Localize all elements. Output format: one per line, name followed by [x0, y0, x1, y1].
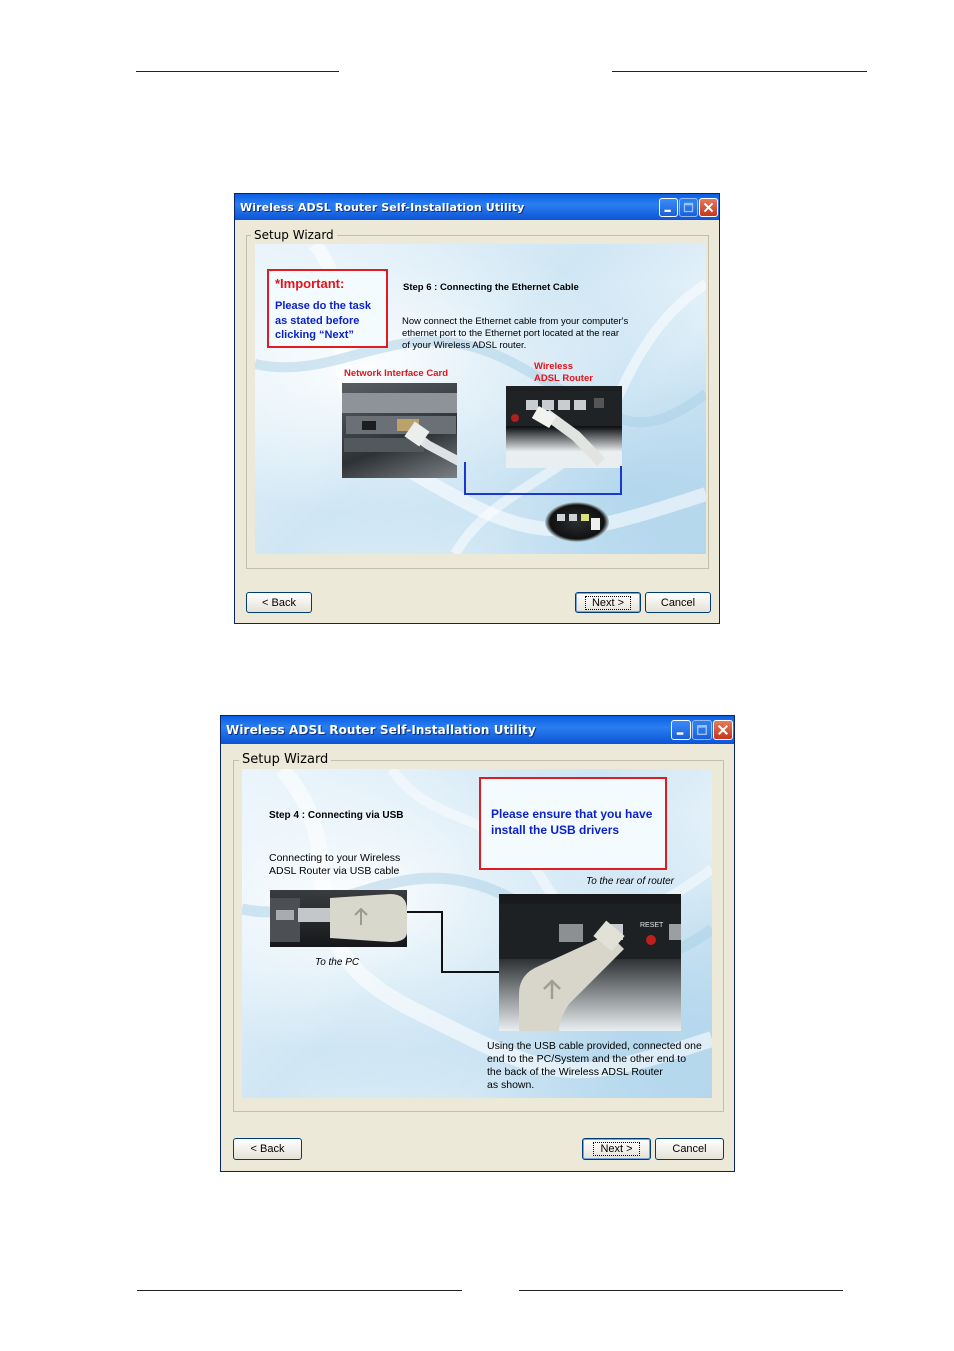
- minimize-button[interactable]: [671, 720, 691, 740]
- router-label-line-1: Wireless: [534, 361, 573, 372]
- back-button-label: < Back: [250, 1143, 285, 1155]
- next-button-label: Next >: [586, 597, 630, 609]
- usb-router-photo: [499, 894, 681, 1031]
- minimize-icon: [672, 721, 690, 739]
- installer-window-ethernet: [234, 193, 720, 624]
- close-icon: [700, 199, 717, 216]
- back-button[interactable]: [246, 592, 312, 613]
- maximize-button[interactable]: [679, 198, 698, 217]
- window-title: Wireless ADSL Router Self-Installation Utility: [226, 723, 536, 737]
- important-line-2: as stated before: [275, 315, 360, 327]
- intro-line-2: ADSL Router via USB cable: [269, 865, 400, 877]
- maximize-button[interactable]: [692, 720, 712, 740]
- intro-line-1: Connecting to your Wireless: [269, 852, 401, 864]
- next-button[interactable]: [575, 592, 641, 613]
- important-line-3: clicking “Next”: [275, 329, 354, 341]
- important-heading: *Important:: [275, 276, 345, 291]
- nic-label: Network Interface Card: [344, 368, 449, 379]
- wizard-content-panel: [242, 769, 712, 1098]
- cancel-button[interactable]: [655, 1138, 724, 1160]
- instruction-line-1: Now connect the Ethernet cable from your computer's: [402, 316, 629, 327]
- reset-label: RESET: [640, 922, 664, 929]
- cancel-button-label: Cancel: [660, 596, 696, 609]
- installer-window-usb: [220, 715, 735, 1172]
- close-button[interactable]: [713, 720, 733, 740]
- footer-rule-right: [519, 1290, 843, 1291]
- maximize-icon: [680, 199, 697, 216]
- cancel-button[interactable]: [645, 592, 711, 613]
- header-rule-right: [612, 71, 867, 72]
- footer-rule-left: [137, 1290, 462, 1291]
- maximize-icon: [693, 721, 711, 739]
- usb-instruction-line-1: Using the USB cable provided, connected one: [487, 1040, 702, 1052]
- instruction-line-3: of your Wireless ADSL router.: [402, 340, 527, 351]
- notice-line-1: Please ensure that you have: [491, 807, 653, 821]
- cancel-button-label: Cancel: [672, 1143, 707, 1155]
- instruction-line-2: ethernet port to the Ethernet port located at the rear: [402, 328, 620, 339]
- minimize-button[interactable]: [659, 198, 678, 217]
- step-title: Step 6 : Connecting the Ethernet Cable: [403, 282, 579, 293]
- connection-line: [255, 244, 706, 554]
- port-closeup-photo: [545, 502, 609, 542]
- important-line-1: Please do the task: [275, 300, 371, 312]
- back-button-label: < Back: [262, 596, 296, 609]
- title-bar[interactable]: [221, 716, 734, 744]
- router-label-line-2: ADSL Router: [534, 373, 593, 384]
- caption-pc: To the PC: [315, 957, 360, 968]
- close-icon: [714, 721, 732, 739]
- usb-instruction-line-2: end to the PC/System and the other end to: [487, 1053, 687, 1065]
- notice-line-2: install the USB drivers: [491, 823, 620, 837]
- back-button[interactable]: [233, 1138, 302, 1160]
- window-title: Wireless ADSL Router Self-Installation Utility: [240, 201, 525, 214]
- close-button[interactable]: [699, 198, 718, 217]
- header-rule-left: [136, 71, 339, 72]
- usb-instruction-line-3: the back of the Wireless ADSL Router: [487, 1066, 663, 1078]
- caption-router: To the rear of router: [586, 876, 675, 887]
- setup-wizard-title: Setup Wizard: [251, 228, 337, 242]
- wizard-content-panel: [255, 244, 706, 554]
- minimize-icon: [660, 199, 677, 216]
- setup-wizard-title: Setup Wizard: [239, 752, 331, 767]
- title-bar[interactable]: [235, 194, 719, 220]
- usb-instruction-line-4: as shown.: [487, 1079, 535, 1091]
- next-button-label: Next >: [594, 1143, 638, 1155]
- step-title: Step 4 : Connecting via USB: [269, 810, 404, 821]
- next-button[interactable]: [582, 1138, 651, 1160]
